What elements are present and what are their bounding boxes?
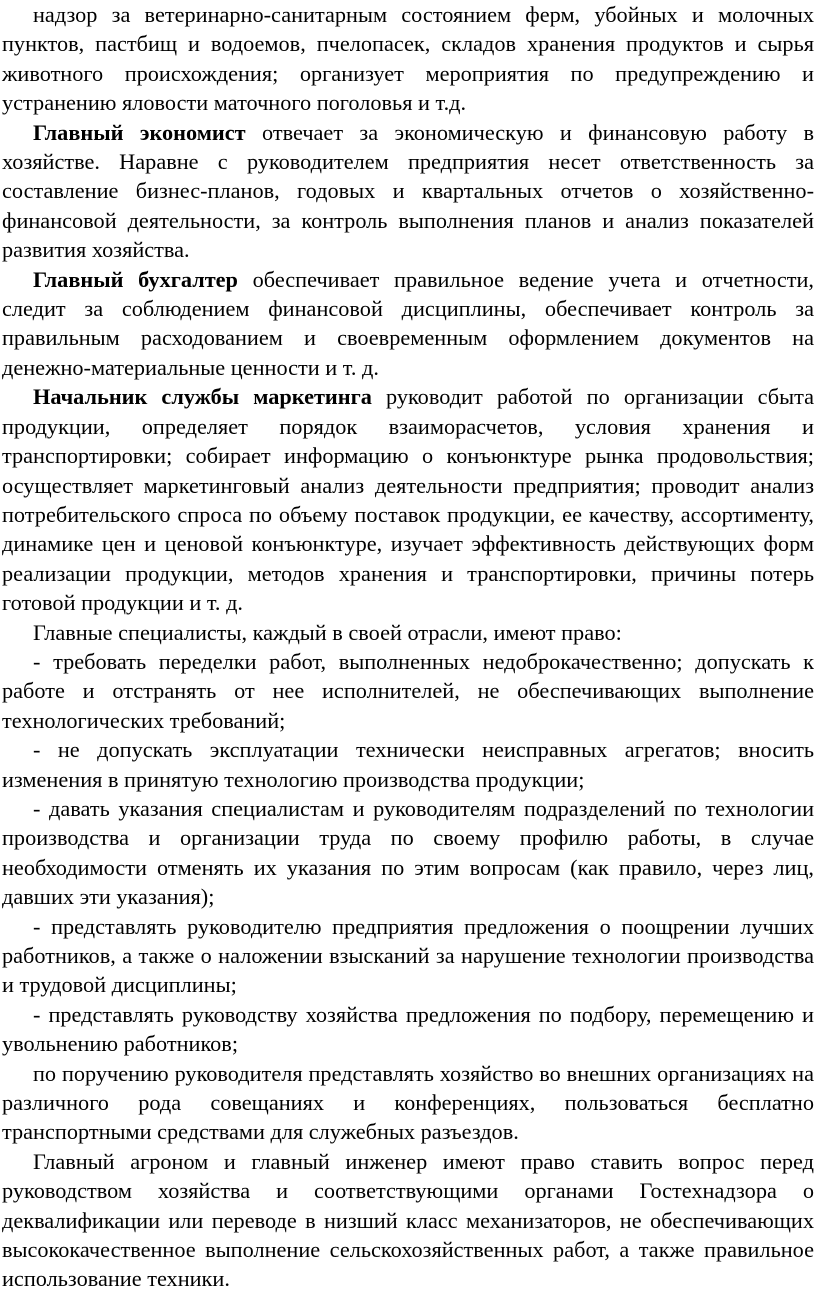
paragraph-agronomist-engineer [2,1147,814,1294]
paragraph-text: - представлять руководству хозяйства предложения по подбору, перемещению и увольнению работников; [2,1001,814,1057]
role-title: Начальник службы маркетинга [33,384,372,410]
list-item-staffing [2,1000,814,1059]
paragraph-text: - не допускать эксплуатации технически неисправных агрегатов; вносить изменения в принятую технологию производства продукции; [2,737,814,792]
paragraph-chief-economist [2,118,814,265]
list-item-equipment [2,735,814,794]
paragraph-text: отвечает за экономическую и финансовую работу в хозяйстве. Наравне с руководителем предприятия несет ответственность за составление бизнес-планов, годовых и квартальных отчетов о хозяйственно-финансовой деятельности, за контроль выполнения планов и анализ показателей развития хозяйства. [2,119,814,263]
paragraph-text: - представлять руководителю предприятия предложения о поощрении лучших работников, а также о наложении взысканий за нарушение технологии производства и трудовой дисциплины; [2,913,814,998]
role-title: Главный бухгалтер [33,266,238,292]
paragraph-text: - давать указания специалистам и руководителям подразделений по технологии производства и организации труда по своему профилю работы, в случае необходимости отменять их указания по этим вопросам (как правило, через лиц, давших эти указания); [2,795,814,910]
paragraph-text: обеспечивает правильное ведение учета и отчетности, следит за соблюдением финансовой дисциплины, обеспечивает контроль за правильным расходованием и своевременным оформлением документов на денежно-материальные ценности и т. д. [2,266,814,380]
paragraph-text: руководит работой по организации сбыта продукции, определяет порядок взаиморасчетов, условия хранения и транспортировки; собирает информацию о конъюнктуре рынка продовольствия; осуществляет маркетинговый анализ деятельности предприятия; проводит анализ потребительского спроса по объему поставок продукции, ее качеству, ассортименту, динамике цен и ценовой конъюнктуре, изучает эффективность действующих форм реализации продукции, методов хранения и транспортировки, причины потерь готовой продукции и т. д. [2,384,815,616]
paragraph-chief-accountant [2,265,814,383]
paragraph-text: - требовать переделки работ, выполненных недоброкачественно; допускать к работе и отстранять от нее исполнителей, не обеспечивающих выполнение технологических требований; [2,648,814,733]
paragraph-text: по поручению руководителя представлять хозяйство во внешних организациях на различного рода совещаниях и конференциях, пользоваться бесплатно транспортными средствами для служебных разъездов. [2,1060,814,1145]
paragraph-veterinary-duties [2,0,814,118]
paragraph-text: Главный агроном и главный инженер имеют право ставить вопрос перед руководством хозяйства и соответствующими органами Гостехнадзора о деквалификации или переводе в низший класс механизаторов, не обеспечивающих высококачественное выполнение сельскохозяйственных работ, а также правильное использование техники. [2,1148,814,1292]
list-item-instructions [2,794,814,912]
paragraph-marketing-head [2,382,814,617]
paragraph-rights-intro [2,618,814,647]
list-item-rework [2,647,814,735]
paragraph-text: Главные специалисты, каждый в своей отрасли, имеют право: [33,619,622,645]
list-item-representation [2,1059,814,1147]
role-title: Главный экономист [33,119,246,145]
paragraph-text: надзор за ветеринарно-санитарным состоянием ферм, убойных и молочных пунктов, пастбищ и водоемов, пчелопасек, складов хранения продуктов и сырья животного происхождения; организует мероприятия по предупреждению и устранению яловости маточного поголовья и т.д. [2,2,814,116]
list-item-incentives [2,912,814,1000]
